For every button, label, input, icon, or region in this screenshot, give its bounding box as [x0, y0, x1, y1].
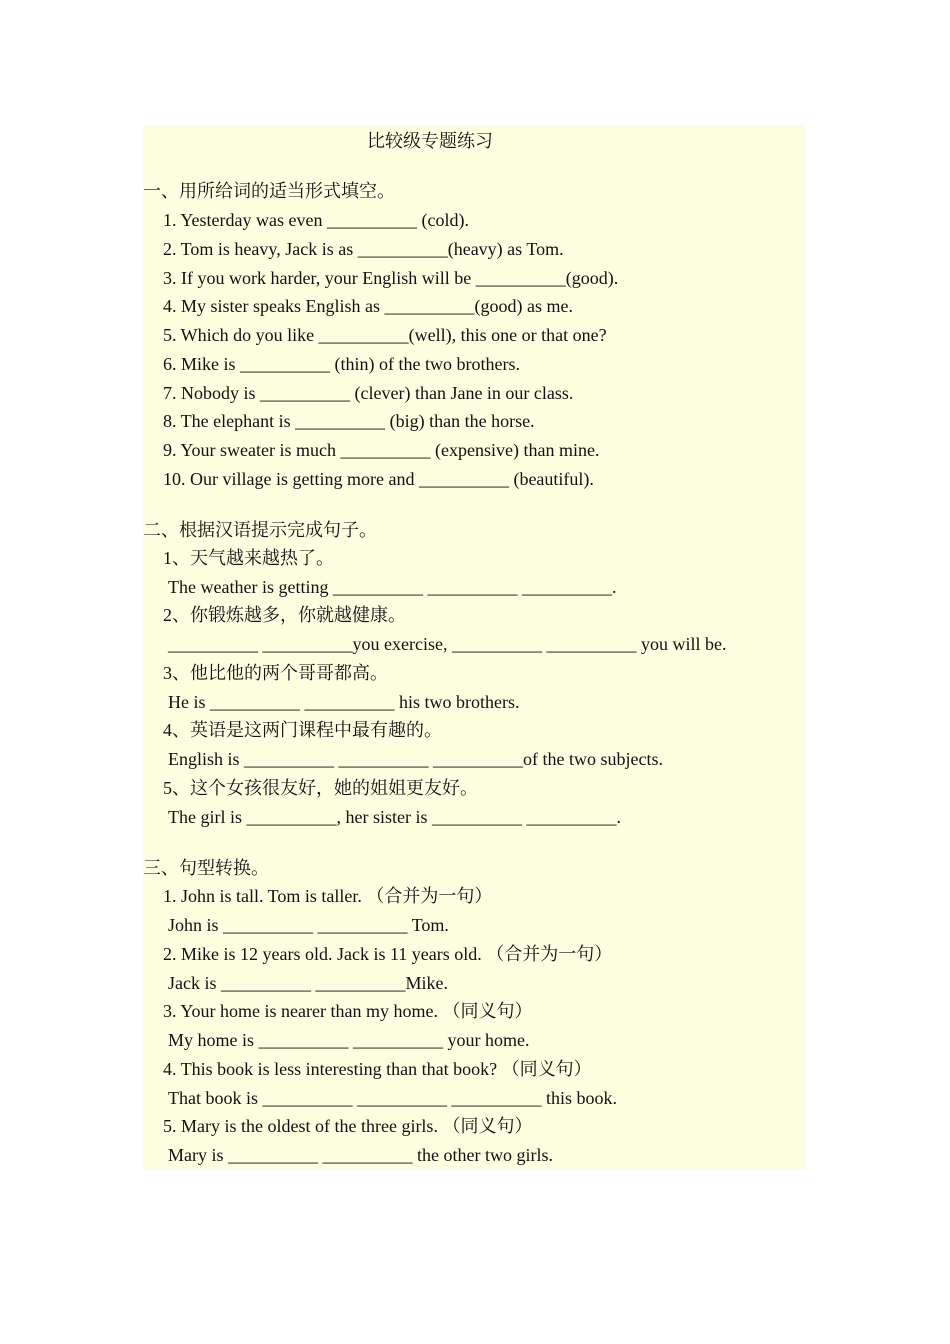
- exercise-prompt: 4. This book is less interesting than that book? （同义句）: [163, 1059, 592, 1079]
- exercise-item: 6. Mike is __________ (thin) of the two brothers.: [163, 354, 520, 374]
- exercise-item: 4. My sister speaks English as __________(good) as me.: [163, 296, 573, 316]
- exercise-item: 2. Tom is heavy, Jack is as __________(heavy) as Tom.: [163, 239, 564, 259]
- section2-heading: 二、根据汉语提示完成句子。: [143, 520, 377, 540]
- worksheet-page: [143, 125, 806, 1170]
- exercise-item: 7. Nobody is __________ (clever) than Jane in our class.: [163, 383, 574, 403]
- exercise-answer-line: Jack is __________ __________Mike.: [168, 973, 448, 993]
- exercise-prompt: 5、这个女孩很友好，她的姐姐更友好。: [163, 778, 478, 798]
- exercise-prompt: 2. Mike is 12 years old. Jack is 11 years old. （合并为一句）: [163, 944, 613, 964]
- exercise-answer-line: Mary is __________ __________ the other two girls.: [168, 1145, 553, 1165]
- exercise-prompt: 3、他比他的两个哥哥都高。: [163, 663, 388, 683]
- exercise-prompt: 1、天气越来越热了。: [163, 548, 334, 568]
- exercise-answer-line: __________ __________you exercise, __________ __________ you will be.: [168, 634, 727, 654]
- exercise-answer-line: That book is __________ __________ __________ this book.: [168, 1088, 617, 1108]
- exercise-item: 3. If you work harder, your English will be __________(good).: [163, 268, 619, 288]
- exercise-item: 1. Yesterday was even __________ (cold).: [163, 210, 469, 230]
- exercise-answer-line: The weather is getting __________ __________ __________.: [168, 577, 617, 597]
- exercise-item: 8. The elephant is __________ (big) than the horse.: [163, 411, 535, 431]
- exercise-prompt: 5. Mary is the oldest of the three girls. （同义句）: [163, 1116, 533, 1136]
- exercise-prompt: 4、英语是这两门课程中最有趣的。: [163, 720, 442, 740]
- exercise-item: 9. Your sweater is much __________ (expensive) than mine.: [163, 440, 600, 460]
- document-title: 比较级专题练习: [367, 131, 493, 151]
- exercise-answer-line: He is __________ __________ his two brothers.: [168, 692, 520, 712]
- exercise-answer-line: My home is __________ __________ your home.: [168, 1030, 530, 1050]
- exercise-item: 10. Our village is getting more and __________ (beautiful).: [163, 469, 594, 489]
- section1-heading: 一、用所给词的适当形式填空。: [143, 181, 395, 201]
- section3-heading: 三、句型转换。: [143, 858, 269, 878]
- exercise-prompt: 3. Your home is nearer than my home. （同义句）: [163, 1001, 533, 1021]
- exercise-answer-line: John is __________ __________ Tom.: [168, 915, 449, 935]
- exercise-item: 5. Which do you like __________(well), this one or that one?: [163, 325, 607, 345]
- exercise-answer-line: The girl is __________, her sister is __________ __________.: [168, 807, 621, 827]
- exercise-prompt: 1. John is tall. Tom is taller. （合并为一句）: [163, 886, 493, 906]
- exercise-prompt: 2、你锻炼越多，你就越健康。: [163, 605, 406, 625]
- exercise-answer-line: English is __________ __________ __________of the two subjects.: [168, 749, 663, 769]
